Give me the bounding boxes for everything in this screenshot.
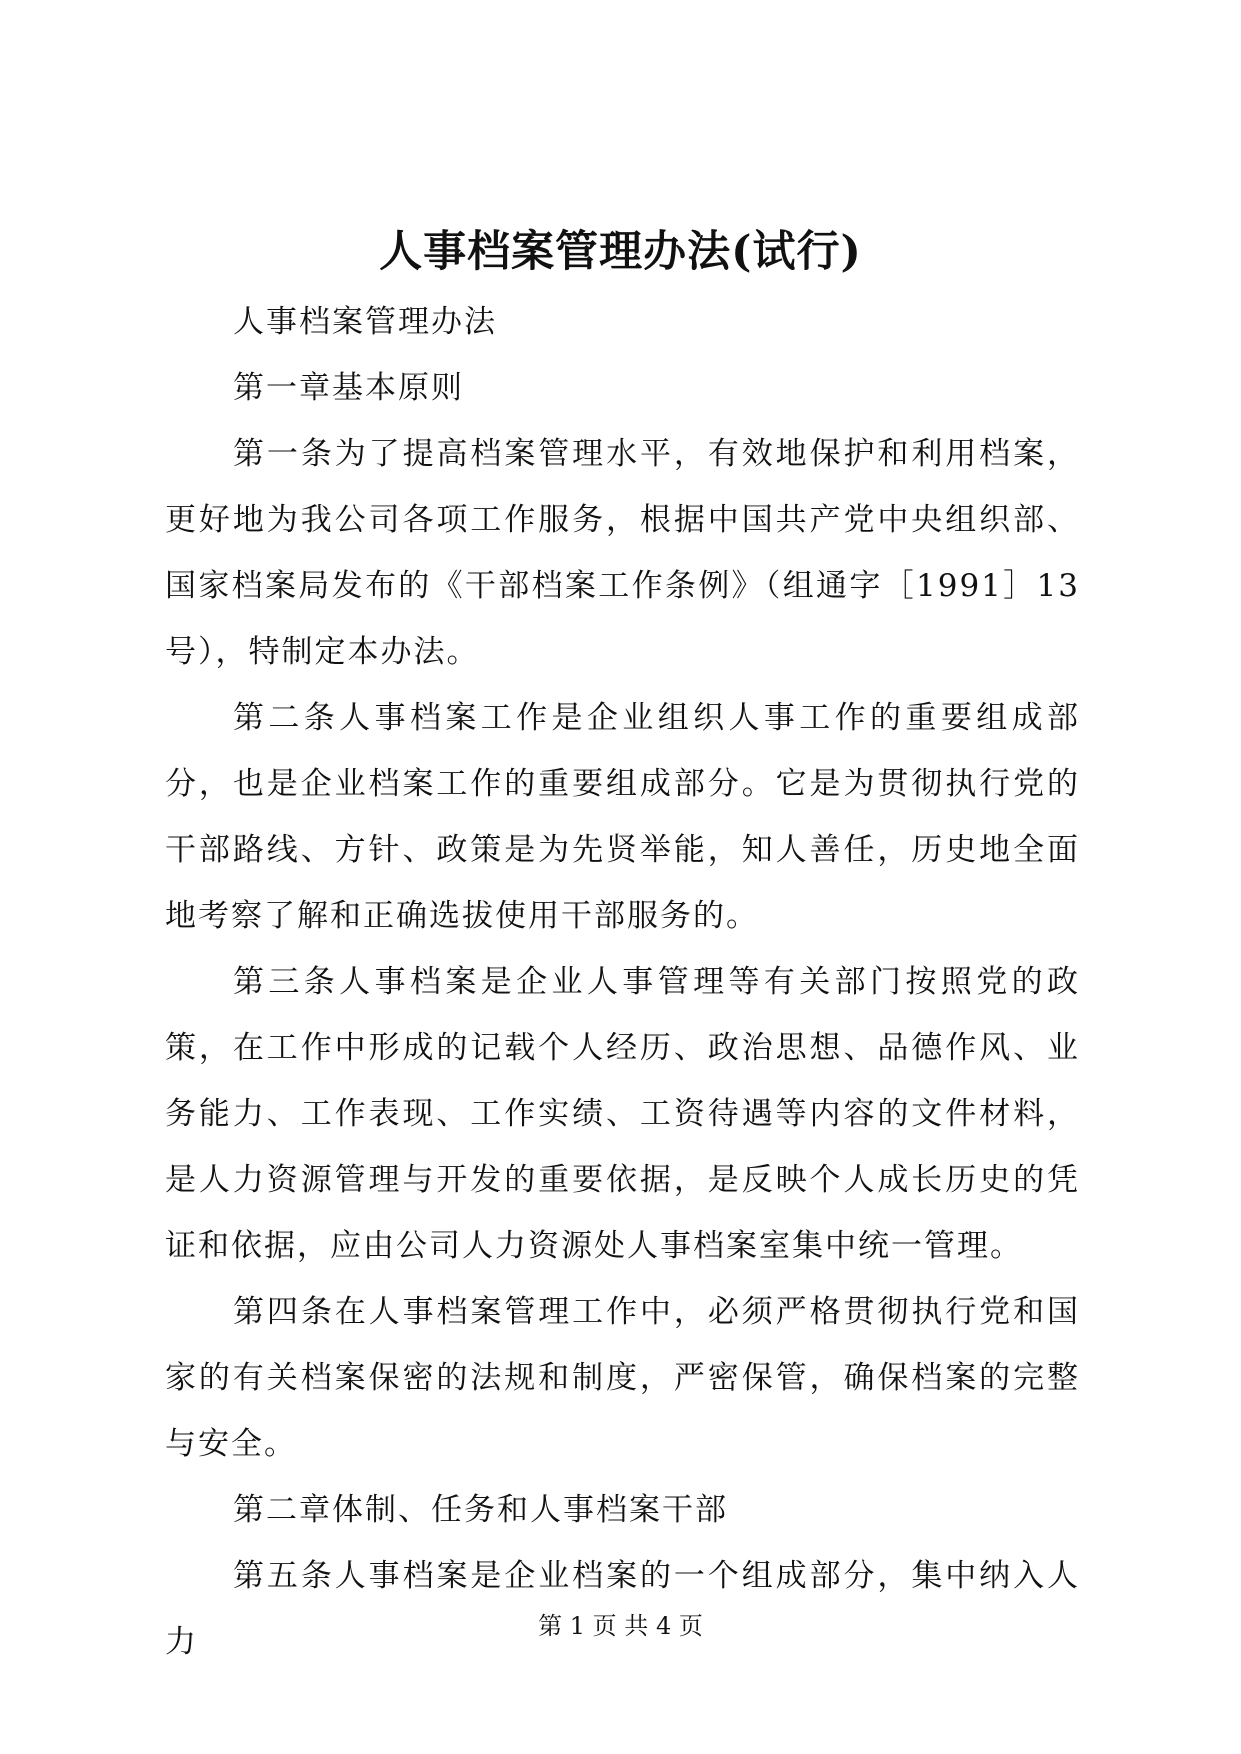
paragraph-article-5: 第五条人事档案是企业档案的一个组成部分，集中纳入人力 <box>165 1558 1080 1660</box>
page-number-footer: 第 1 页 共 4 页 <box>538 1612 703 1640</box>
paragraph-chapter-2: 第二章体制、任务和人事档案干部 <box>233 1492 728 1528</box>
paragraph-heading: 人事档案管理办法 <box>233 304 497 340</box>
paragraph-chapter-1: 第一章基本原则 <box>233 370 464 406</box>
document-title: 人事档案管理办法(试行) <box>379 227 862 277</box>
paragraph-article-3: 第三条人事档案是企业人事管理等有关部门按照党的政策，在工作中形成的记载个人经历、政治思想、品德作风、业务能力、工作表现、工作实绩、工资待遇等内容的文件材料，是人力资源管理与开发的重要依据，是反映个人成长历史的凭证和依据，应由公司人力资源处人事档案室集中统一管理。 <box>165 964 1080 1264</box>
paragraph-article-2: 第二条人事档案工作是企业组织人事工作的重要组成部分，也是企业档案工作的重要组成部分。它是为贯彻执行党的干部路线、方针、政策是为先贤举能，知人善任，历史地全面地考察了解和正确选拔使用干部服务的。 <box>165 700 1080 934</box>
paragraph-article-1: 第一条为了提高档案管理水平，有效地保护和利用档案，更好地为我公司各项工作服务，根据中国共产党中央组织部、国家档案局发布的《干部档案工作条例》（组通字［1991］13号），特制定本办法。 <box>165 436 1080 670</box>
paragraph-article-4: 第四条在人事档案管理工作中，必须严格贯彻执行党和国家的有关档案保密的法规和制度，严密保管，确保档案的完整与安全。 <box>165 1294 1080 1462</box>
document-body <box>165 289 1080 1675</box>
